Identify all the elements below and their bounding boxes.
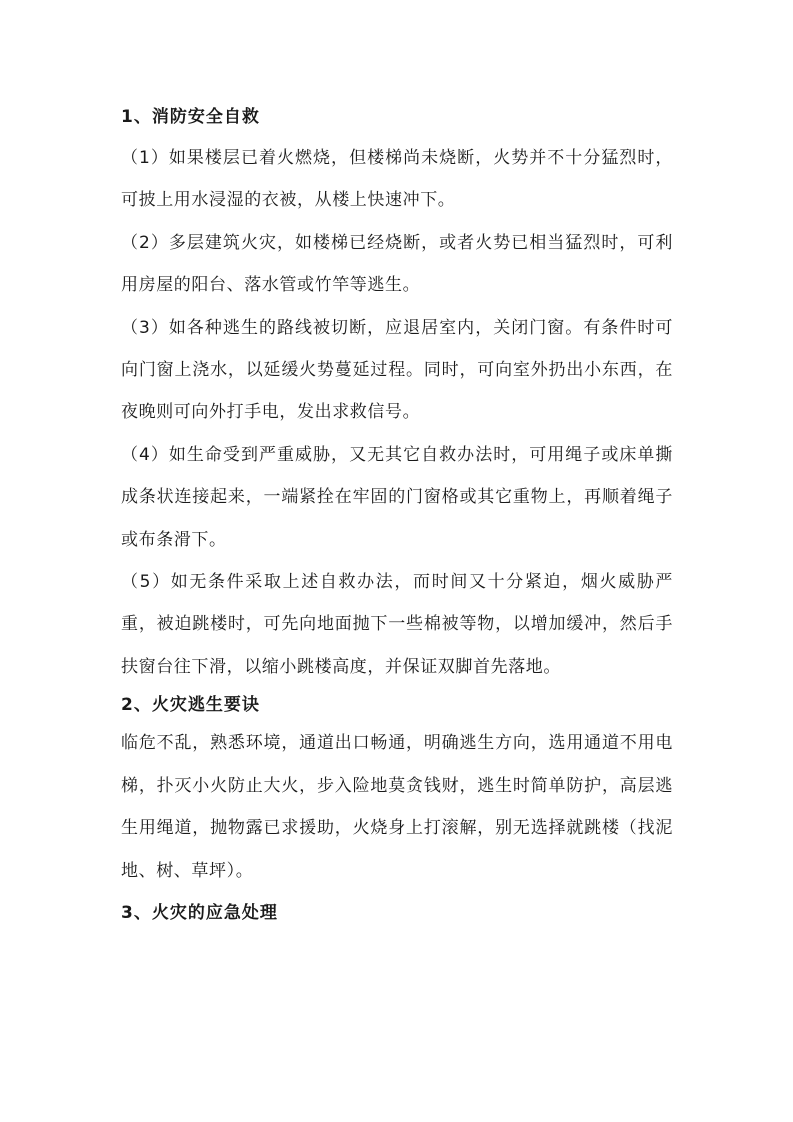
paragraph-self-rescue-3: （3）如各种逃生的路线被切断，应退居室内，关闭门窗。有条件时可向门窗上浇水，以延缓火势蔓延过程。同时，可向室外扔出小东西，在夜晚则可向外打手电，发出求救信号。	[121, 317, 673, 423]
paragraph-self-rescue-1: （1）如果楼层已着火燃烧，但楼梯尚未烧断，火势并不十分猛烈时，可披上用水浸湿的衣被，从楼上快速冲下。	[121, 148, 673, 211]
document-page	[121, 100, 673, 930]
section-heading-self-rescue: 1、消防安全自救	[121, 107, 260, 127]
section-heading-emergency-handling: 3、火灾的应急处理	[121, 902, 278, 923]
paragraph-self-rescue-4: （4）如生命受到严重威胁，又无其它自救办法时，可用绳子或床单撕成条状连接起来，一端紧拴在牢固的门窗格或其它重物上，再顺着绳子或布条滑下。	[121, 444, 673, 550]
section-heading-escape-tips: 2、火灾逃生要诀	[121, 695, 260, 716]
paragraph-self-rescue-2: （2）多层建筑火灾，如楼梯已经烧断，或者火势已相当猛烈时，可利用房屋的阳台、落水管或竹竿等逃生。	[121, 232, 673, 296]
paragraph-self-rescue-5: （5）如无条件采取上述自救办法，而时间又十分紧迫，烟火威胁严重，被迫跳楼时，可先向地面抛下一些棉被等物，以增加缓冲，然后手扶窗台往下滑，以缩小跳楼高度，并保证双脚首先落地。	[121, 572, 673, 677]
paragraph-escape-tips: 临危不乱，熟悉环境，通道出口畅通，明确逃生方向，选用通道不用电梯，扑灭小火防止大火，步入险地莫贪钱财，逃生时简单防护，高层逃生用绳道，抛物露已求援助，火烧身上打滚解，别无选择就跳楼（找泥地、树、草坪）。	[121, 733, 673, 881]
